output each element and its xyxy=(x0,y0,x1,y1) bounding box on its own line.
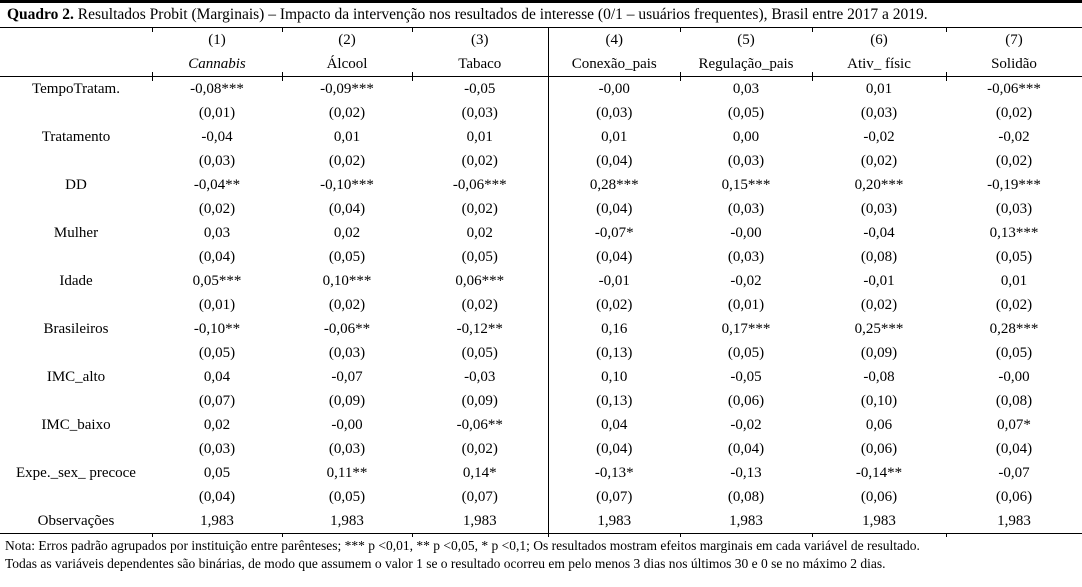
coef-cell: -0,04 xyxy=(201,129,233,145)
column-tick xyxy=(548,72,549,81)
coef-cell: -0,02 xyxy=(863,129,895,145)
coef-cell: -0,10** xyxy=(193,321,241,337)
coef-cell: -0,00 xyxy=(998,369,1030,385)
observations-row xyxy=(0,509,1082,534)
se-cell: (0,02) xyxy=(461,153,498,169)
row-label-empty xyxy=(0,245,152,269)
coef-cell: -0,02 xyxy=(730,273,762,289)
se-cell: (0,05) xyxy=(461,249,498,265)
coef-cell: -0,09*** xyxy=(320,81,374,97)
column-number: (1) xyxy=(208,32,226,48)
se-cell: (0,04) xyxy=(995,441,1033,457)
coef-cell: 0,10*** xyxy=(322,273,372,289)
se-cell: (0,07) xyxy=(461,489,498,505)
se-cell: (0,02) xyxy=(328,105,366,121)
se-cell: (0,08) xyxy=(995,393,1033,409)
se-cell: (0,06) xyxy=(727,393,765,409)
se-cell: (0,09) xyxy=(461,393,498,409)
coef-cell: 0,05*** xyxy=(192,273,242,289)
coef-cell: -0,04 xyxy=(863,225,895,241)
se-cell: (0,03) xyxy=(727,153,765,169)
coef-cell: 0,07* xyxy=(997,417,1031,433)
observations-cell: 1,983 xyxy=(282,509,412,534)
se-cell: (0,05) xyxy=(995,345,1033,361)
observations-cell: 1,983 xyxy=(680,509,812,534)
column-tick xyxy=(152,72,153,81)
coef-cell: 0,15*** xyxy=(721,177,771,193)
se-cell: (0,05) xyxy=(328,489,366,505)
coef-cell: -0,07* xyxy=(548,221,680,245)
row-label: Expe._sex_ precoce xyxy=(16,465,136,481)
coef-cell: -0,02 xyxy=(998,129,1030,145)
column-tick xyxy=(946,28,947,32)
coef-cell: 0,25*** xyxy=(854,321,904,337)
se-cell: (0,04) xyxy=(548,437,680,461)
coef-cell: -0,08*** xyxy=(190,81,244,97)
se-cell: (0,02) xyxy=(328,297,366,313)
se-cell: (0,02) xyxy=(461,441,498,457)
observations-cell: 1,983 xyxy=(812,509,946,534)
row-label-empty xyxy=(0,101,152,125)
se-cell: (0,07) xyxy=(198,393,236,409)
row-label-empty xyxy=(0,293,152,317)
se-cell: (0,04) xyxy=(548,149,680,173)
note-line-1: Nota: Erros padrão agrupados por instituição entre parênteses; *** p <0,01, ** p <0,05, * p <0,1; Os resultados mostram efeitos marginais em cada variável de resultado. xyxy=(5,538,920,553)
column-tick xyxy=(412,28,413,32)
coef-row xyxy=(0,317,1082,341)
se-cell: (0,05) xyxy=(198,345,236,361)
se-cell: (0,02) xyxy=(860,297,898,313)
table-caption xyxy=(0,0,1082,28)
se-cell: (0,06) xyxy=(860,489,898,505)
se-cell: (0,02) xyxy=(860,153,898,169)
coef-cell: 0,06 xyxy=(865,417,893,433)
column-tick xyxy=(946,72,947,81)
observations-cell: 1,983 xyxy=(946,509,1082,534)
coef-cell: 0,01 xyxy=(1000,273,1028,289)
se-cell: (0,01) xyxy=(727,297,765,313)
coef-cell: 0,28*** xyxy=(548,173,680,197)
table-notes xyxy=(0,534,1082,572)
coef-row xyxy=(0,173,1082,197)
row-label-empty xyxy=(0,341,152,365)
se-cell: (0,02) xyxy=(548,293,680,317)
coef-cell: -0,01 xyxy=(548,269,680,293)
se-cell: (0,04) xyxy=(198,489,236,505)
se-cell: (0,09) xyxy=(328,393,366,409)
coef-cell: -0,12** xyxy=(456,321,503,337)
column-tick xyxy=(812,533,813,537)
se-cell: (0,13) xyxy=(548,341,680,365)
coef-cell: 0,10 xyxy=(548,365,680,389)
se-row xyxy=(0,101,1082,125)
row-label: DD xyxy=(65,177,87,193)
column-number: (5) xyxy=(737,32,755,48)
column-number: (2) xyxy=(338,32,356,48)
se-cell: (0,03) xyxy=(860,201,898,217)
coef-cell: 0,03 xyxy=(203,225,231,241)
row-label: IMC_baixo xyxy=(41,417,111,433)
coef-cell: 0,05 xyxy=(203,465,231,481)
se-cell: (0,01) xyxy=(198,105,236,121)
observations-label: Observações xyxy=(0,509,152,534)
se-cell: (0,03) xyxy=(328,441,366,457)
row-label-empty xyxy=(0,389,152,413)
column-number: (3) xyxy=(471,32,489,48)
header-empty-cell xyxy=(0,52,152,77)
coef-cell: -0,01 xyxy=(863,273,895,289)
row-label: Brasileiros xyxy=(43,321,109,337)
coef-cell: 0,16 xyxy=(548,317,680,341)
column-name: Álcool xyxy=(282,52,412,77)
coef-cell: -0,07 xyxy=(331,369,363,385)
coef-cell: 0,02 xyxy=(203,417,231,433)
column-tick xyxy=(812,28,813,32)
coef-row xyxy=(0,365,1082,389)
coef-cell: -0,19*** xyxy=(987,177,1041,193)
coef-cell: 0,06*** xyxy=(455,273,505,289)
se-cell: (0,04) xyxy=(727,441,765,457)
column-tick xyxy=(412,533,413,537)
coef-row xyxy=(0,269,1082,293)
coef-cell: -0,06*** xyxy=(987,81,1041,97)
se-cell: (0,04) xyxy=(328,201,366,217)
coef-cell: -0,06** xyxy=(456,417,503,433)
header-name-row xyxy=(0,52,1082,77)
column-number: (6) xyxy=(870,32,888,48)
coef-cell: 0,01 xyxy=(466,129,493,145)
se-cell: (0,02) xyxy=(461,297,498,313)
coef-cell: 0,04 xyxy=(548,413,680,437)
se-cell: (0,03) xyxy=(461,105,498,121)
column-tick xyxy=(282,28,283,32)
row-label: Mulher xyxy=(53,225,99,241)
coef-cell: 0,13*** xyxy=(989,225,1039,241)
se-cell: (0,05) xyxy=(461,345,498,361)
coef-cell: -0,05 xyxy=(730,369,762,385)
coef-cell: 0,00 xyxy=(732,129,760,145)
row-label: Tratamento xyxy=(41,129,111,145)
coef-row xyxy=(0,461,1082,485)
se-cell: (0,04) xyxy=(548,197,680,221)
se-cell: (0,03) xyxy=(198,441,236,457)
coef-cell: -0,00 xyxy=(331,417,363,433)
se-cell: (0,02) xyxy=(995,105,1033,121)
coef-cell: 0,04 xyxy=(203,369,231,385)
column-tick xyxy=(412,72,413,81)
se-cell: (0,05) xyxy=(727,345,765,361)
coef-cell: -0,06*** xyxy=(452,177,507,193)
coef-cell: 0,01 xyxy=(865,81,893,97)
observations-cell: 1,983 xyxy=(548,509,680,534)
se-cell: (0,03) xyxy=(860,105,898,121)
note-line-2: Todas as variáveis dependentes são binárias, de modo que assumem o valor 1 se o resultado ocorreu em pelo menos 3 dias nos últimos 30 e 0 se no máximo 2 dias. xyxy=(5,555,886,571)
coef-row xyxy=(0,125,1082,149)
se-row xyxy=(0,389,1082,413)
column-tick xyxy=(680,28,681,32)
column-name: Solidão xyxy=(946,52,1082,77)
column-number: (7) xyxy=(1005,32,1023,48)
header-empty-cell xyxy=(0,28,152,52)
coef-cell: 0,02 xyxy=(466,225,493,241)
coef-cell: -0,03 xyxy=(464,369,496,385)
column-tick xyxy=(152,533,153,537)
se-cell: (0,03) xyxy=(328,345,366,361)
se-cell: (0,06) xyxy=(860,441,898,457)
se-row xyxy=(0,293,1082,317)
se-cell: (0,03) xyxy=(727,201,765,217)
coef-cell: 0,02 xyxy=(333,225,361,241)
column-name: Ativ_ físic xyxy=(812,52,946,77)
column-tick xyxy=(282,533,283,537)
header-number-row xyxy=(0,28,1082,52)
row-label-empty xyxy=(0,149,152,173)
se-cell: (0,04) xyxy=(198,249,236,265)
row-label-empty xyxy=(0,197,152,221)
coef-row xyxy=(0,77,1082,102)
table-body xyxy=(0,77,1082,534)
row-label-empty xyxy=(0,485,152,509)
coef-cell: 0,01 xyxy=(548,125,680,149)
se-row xyxy=(0,341,1082,365)
coef-cell: -0,13 xyxy=(730,465,762,481)
coef-cell: 0,17*** xyxy=(721,321,771,337)
coef-cell: -0,07 xyxy=(998,465,1030,481)
column-tick xyxy=(946,533,947,537)
se-row xyxy=(0,245,1082,269)
column-name: Regulação_pais xyxy=(680,52,812,77)
se-cell: (0,08) xyxy=(727,489,765,505)
row-label-empty xyxy=(0,437,152,461)
column-tick xyxy=(282,72,283,81)
results-table xyxy=(0,28,1082,534)
coef-cell: -0,02 xyxy=(730,417,762,433)
row-label: IMC_alto xyxy=(46,369,106,385)
row-label: Idade xyxy=(59,273,93,289)
coef-cell: -0,06** xyxy=(323,321,371,337)
se-cell: (0,10) xyxy=(860,393,898,409)
se-cell: (0,05) xyxy=(995,249,1033,265)
se-cell: (0,05) xyxy=(727,105,765,121)
coef-cell: -0,04** xyxy=(193,177,241,193)
observations-cell: 1,983 xyxy=(412,509,548,534)
se-cell: (0,06) xyxy=(995,489,1033,505)
se-cell: (0,03) xyxy=(995,201,1033,217)
coef-cell: 0,11** xyxy=(326,465,368,481)
column-tick xyxy=(548,533,549,537)
table-caption-text: Resultados Probit (Marginais) – Impacto da intervenção nos resultados de interesse (0/1 – usuários frequentes), Brasil entre 2017 a 2019. xyxy=(73,6,928,23)
se-cell: (0,03) xyxy=(548,101,680,125)
coef-cell: -0,08 xyxy=(863,369,895,385)
coef-cell: -0,05 xyxy=(464,81,496,97)
coef-cell: -0,00 xyxy=(548,77,680,102)
se-cell: (0,01) xyxy=(198,297,236,313)
coef-cell: 0,28*** xyxy=(989,321,1039,337)
se-cell: (0,02) xyxy=(461,201,498,217)
se-cell: (0,02) xyxy=(198,201,236,217)
se-cell: (0,03) xyxy=(198,153,236,169)
coef-cell: 0,20*** xyxy=(854,177,904,193)
column-name: Tabaco xyxy=(412,52,548,77)
se-cell: (0,13) xyxy=(548,389,680,413)
column-tick xyxy=(152,28,153,32)
se-cell: (0,03) xyxy=(727,249,765,265)
se-cell: (0,02) xyxy=(995,297,1033,313)
coef-cell: -0,00 xyxy=(730,225,762,241)
coef-cell: 0,01 xyxy=(333,129,361,145)
row-label: TempoTratam. xyxy=(32,81,120,97)
se-cell: (0,02) xyxy=(995,153,1033,169)
column-tick xyxy=(680,72,681,81)
column-name: Conexão_pais xyxy=(548,52,680,77)
coef-cell: -0,13* xyxy=(548,461,680,485)
coef-cell: 0,03 xyxy=(732,81,760,97)
se-cell: (0,09) xyxy=(860,345,898,361)
coef-row xyxy=(0,221,1082,245)
column-tick xyxy=(812,72,813,81)
se-row xyxy=(0,437,1082,461)
coef-cell: -0,10*** xyxy=(320,177,374,193)
se-cell: (0,02) xyxy=(328,153,366,169)
column-tick xyxy=(548,28,549,32)
observations-cell: 1,983 xyxy=(152,509,282,534)
se-cell: (0,04) xyxy=(548,245,680,269)
se-row xyxy=(0,149,1082,173)
se-cell: (0,07) xyxy=(548,485,680,509)
coef-cell: -0,14** xyxy=(855,465,903,481)
coef-cell: 0,14* xyxy=(462,465,497,481)
se-row xyxy=(0,197,1082,221)
coef-row xyxy=(0,413,1082,437)
column-name: Cannabis xyxy=(152,52,282,77)
se-cell: (0,05) xyxy=(328,249,366,265)
se-row xyxy=(0,485,1082,509)
column-tick xyxy=(680,533,681,537)
se-cell: (0,08) xyxy=(860,249,898,265)
column-number: (4) xyxy=(548,28,680,52)
table-caption-number: Quadro 2. xyxy=(7,6,74,23)
